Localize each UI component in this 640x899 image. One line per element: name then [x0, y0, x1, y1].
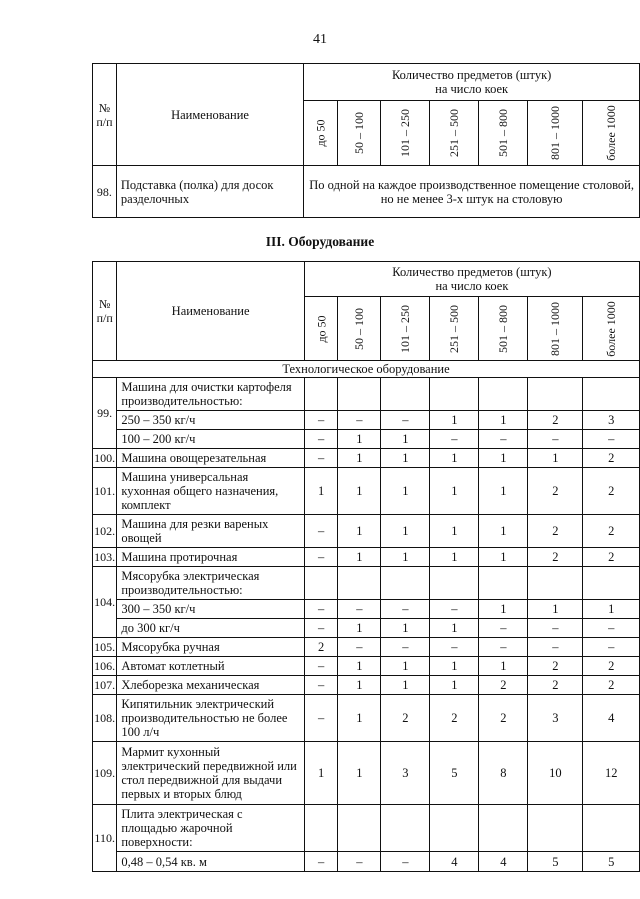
table-row [93, 378, 640, 411]
header-num-text: № п/п [96, 100, 113, 129]
table-cell: 5 [583, 852, 640, 872]
range-label: 50 – 100 [352, 307, 367, 350]
table-cell-empty [304, 567, 338, 600]
table-cell: 1 [479, 515, 528, 548]
row-num: 101. [93, 468, 117, 515]
table-cell: 2 [430, 695, 479, 742]
table-cell: – [338, 852, 381, 872]
table-cell: – [528, 638, 583, 657]
row-num: 104. [93, 567, 117, 638]
table-cell: 2 [528, 468, 583, 515]
table-cell: 1 [430, 411, 479, 430]
subrow-name: 250 – 350 кг/ч [117, 411, 305, 430]
row-name: Мясорубка электрическая производительностью: [117, 567, 305, 600]
table-cell-empty [583, 567, 640, 600]
row-name: Кипятильник электрический производительностью не более 100 л/ч [117, 695, 305, 742]
header-range [479, 101, 528, 166]
table-cell-empty [528, 567, 583, 600]
header-range [381, 101, 430, 166]
table-cell-empty [479, 378, 528, 411]
table-cell: – [304, 852, 338, 872]
table-cell: 2 [479, 695, 528, 742]
table-cell: 1 [338, 742, 381, 805]
table-row [93, 695, 640, 742]
table-cell: – [304, 411, 338, 430]
table-subrow [93, 600, 640, 619]
table-cell: 1 [430, 657, 479, 676]
table-cell: 1 [338, 619, 381, 638]
row-name: Машина для резки вареных овощей [117, 515, 305, 548]
table-cell: 1 [381, 449, 430, 468]
table-cell: – [430, 430, 479, 449]
range-label: 251 – 500 [447, 304, 462, 353]
table-row [93, 676, 640, 695]
table-subrow [93, 619, 640, 638]
range-label: 801 – 1000 [548, 301, 563, 356]
table-cell: 4 [479, 852, 528, 872]
table-cell: – [304, 695, 338, 742]
row-num: 109. [93, 742, 117, 805]
table-cell: 12 [583, 742, 640, 805]
table-cell: 2 [528, 548, 583, 567]
table-cell: – [381, 600, 430, 619]
row-num: 110. [93, 805, 117, 872]
table-cell: 2 [479, 676, 528, 695]
table-cell: 2 [381, 695, 430, 742]
row-name: Машина универсальная кухонная общего назначения, комплект [117, 468, 305, 515]
table-cell: 1 [338, 430, 381, 449]
table-cell: – [479, 619, 528, 638]
range-label: 50 – 100 [352, 112, 367, 154]
page-number: 41 [313, 32, 327, 47]
subrow-name: до 300 кг/ч [117, 619, 305, 638]
table-cell-empty [338, 567, 381, 600]
range-label: 251 – 500 [447, 109, 462, 157]
table-row [93, 515, 640, 548]
header-range [479, 297, 528, 361]
table-cell: 2 [583, 676, 640, 695]
table-cell-empty [381, 567, 430, 600]
row-num: 105. [93, 638, 117, 657]
row-name: Мармит кухонный электрический передвижной или стол передвижной для выдачи первых и вторых блюд [117, 742, 305, 805]
table-cell: – [338, 600, 381, 619]
table-cell: – [381, 852, 430, 872]
table-row [93, 548, 640, 567]
table-utensils [92, 63, 640, 218]
table-row [93, 638, 640, 657]
range-label: более 1000 [604, 300, 619, 357]
row-name: Автомат котлетный [117, 657, 305, 676]
table-row [93, 567, 640, 600]
subrow-name: 100 – 200 кг/ч [117, 430, 305, 449]
row-num: 98. [93, 166, 117, 218]
header-num [93, 64, 117, 166]
table-cell: – [304, 515, 338, 548]
table-cell: – [338, 638, 381, 657]
table-cell: 3 [583, 411, 640, 430]
header-num [93, 262, 117, 361]
row-name: Машина для очистки картофеля производительностью: [117, 378, 305, 411]
table-cell: 1 [479, 411, 528, 430]
table-cell: 1 [338, 515, 381, 548]
header-range [528, 297, 583, 361]
table-cell-empty [304, 378, 338, 411]
table-cell-empty [583, 805, 640, 852]
row-num: 99. [93, 378, 117, 449]
range-label: 501 – 800 [496, 304, 511, 353]
row-name: Подставка (полка) для досок разделочных [116, 166, 303, 218]
table-cell: 1 [381, 676, 430, 695]
table-cell: 1 [430, 676, 479, 695]
table-cell: 2 [528, 676, 583, 695]
header-range [430, 297, 479, 361]
table-subrow [93, 430, 640, 449]
range-label: 101 – 250 [398, 304, 413, 353]
table-cell-empty [430, 805, 479, 852]
row-note: По одной на каждое производственное помещение столовой, но не менее 3-х штук на столовую [304, 166, 640, 218]
header-num-text: № п/п [96, 297, 113, 325]
row-name: Машина овощерезательная [117, 449, 305, 468]
table-equipment [92, 261, 640, 872]
row-num: 106. [93, 657, 117, 676]
table-cell: 1 [338, 657, 381, 676]
row-num: 108. [93, 695, 117, 742]
header-range [338, 101, 381, 166]
table-cell: 3 [381, 742, 430, 805]
table-cell: 1 [381, 468, 430, 515]
table-cell-empty [583, 378, 640, 411]
table-cell: 5 [430, 742, 479, 805]
table-cell: 1 [338, 695, 381, 742]
table-cell: – [479, 430, 528, 449]
table-row [93, 742, 640, 805]
range-label: 501 – 800 [496, 109, 511, 157]
table-cell: – [528, 430, 583, 449]
table-cell: 2 [528, 411, 583, 430]
row-name: Машина протирочная [117, 548, 305, 567]
subrow-name: 0,48 – 0,54 кв. м [117, 852, 305, 872]
row-name: Мясорубка ручная [117, 638, 305, 657]
header-qty-text: Количество предметов (штук) на число коек [392, 265, 552, 293]
table-cell: – [304, 449, 338, 468]
table-cell: – [304, 430, 338, 449]
table-cell: 1 [479, 600, 528, 619]
table-cell: 2 [583, 515, 640, 548]
table-cell: 1 [304, 468, 338, 515]
table-cell: – [338, 411, 381, 430]
header-qty-title [304, 262, 639, 297]
table-cell: 1 [338, 676, 381, 695]
row-num: 103. [93, 548, 117, 567]
table-cell: 1 [479, 657, 528, 676]
table-cell-empty [528, 805, 583, 852]
table-row [93, 805, 640, 852]
table-cell: 1 [583, 600, 640, 619]
table-cell-empty [430, 567, 479, 600]
table-cell-empty [430, 378, 479, 411]
table-cell-empty [304, 805, 338, 852]
table-cell: 1 [430, 548, 479, 567]
table-cell: 1 [381, 657, 430, 676]
row-num: 102. [93, 515, 117, 548]
table-cell: 8 [479, 742, 528, 805]
range-label: 801 – 1000 [548, 106, 563, 160]
table-cell: 1 [304, 742, 338, 805]
table-cell: 1 [430, 515, 479, 548]
table-cell: 1 [338, 449, 381, 468]
table-cell: 1 [381, 515, 430, 548]
table-subrow [93, 852, 640, 872]
header-range [304, 101, 338, 166]
table-cell: 1 [430, 449, 479, 468]
table-cell: 2 [528, 657, 583, 676]
table-cell: 1 [479, 449, 528, 468]
table-cell: – [304, 600, 338, 619]
table-cell: – [381, 638, 430, 657]
header-name: Наименование [116, 64, 303, 166]
table-cell: 2 [304, 638, 338, 657]
table-cell: 4 [583, 695, 640, 742]
table-row [93, 657, 640, 676]
header-range [381, 297, 430, 361]
table-cell-empty [528, 378, 583, 411]
table-cell: 10 [528, 742, 583, 805]
table-cell: 1 [381, 430, 430, 449]
group-title: Технологическое оборудование [93, 361, 640, 378]
table-row [93, 449, 640, 468]
table-cell: 2 [583, 468, 640, 515]
table-cell: 1 [430, 468, 479, 515]
table-cell-empty [381, 378, 430, 411]
header-qty-title [304, 64, 640, 101]
table-cell-empty [479, 567, 528, 600]
table-cell: 1 [528, 449, 583, 468]
table-cell: 1 [381, 548, 430, 567]
section-title: III. Оборудование [265, 234, 375, 249]
subrow-name: 300 – 350 кг/ч [117, 600, 305, 619]
table-cell: – [381, 411, 430, 430]
table-cell: – [583, 638, 640, 657]
header-range [528, 101, 583, 166]
table-cell: – [304, 619, 338, 638]
table-cell-empty [479, 805, 528, 852]
header-name: Наименование [117, 262, 305, 361]
table-cell: 1 [430, 619, 479, 638]
table-cell: – [430, 638, 479, 657]
range-label: до 50 [314, 314, 329, 343]
table-cell: 1 [338, 468, 381, 515]
range-label: до 50 [313, 119, 328, 147]
table-cell: – [430, 600, 479, 619]
table-cell-empty [338, 805, 381, 852]
table-subrow [93, 411, 640, 430]
table-cell: 2 [528, 515, 583, 548]
table-cell-empty [381, 805, 430, 852]
table-cell: 2 [583, 449, 640, 468]
table-cell: 1 [479, 468, 528, 515]
range-label: 101 – 250 [398, 109, 413, 157]
table-body [93, 378, 640, 872]
header-range [583, 101, 640, 166]
table-cell: 1 [338, 548, 381, 567]
table-cell: 1 [381, 619, 430, 638]
row-name: Плита электрическая с площадью жарочной поверхности: [117, 805, 305, 852]
header-qty-text: Количество предметов (штук) на число коек [391, 68, 552, 96]
row-num: 100. [93, 449, 117, 468]
table-cell: – [304, 548, 338, 567]
table-cell-empty [338, 378, 381, 411]
table-cell: 2 [583, 548, 640, 567]
table-cell: – [479, 638, 528, 657]
row-num: 107. [93, 676, 117, 695]
header-range [338, 297, 381, 361]
table-cell: 4 [430, 852, 479, 872]
table-cell: 1 [528, 600, 583, 619]
row-name: Хлеборезка механическая [117, 676, 305, 695]
table-cell: – [583, 619, 640, 638]
header-range [583, 297, 640, 361]
table-cell: – [304, 676, 338, 695]
table-cell: 5 [528, 852, 583, 872]
table-cell: – [528, 619, 583, 638]
range-label: более 1000 [604, 105, 619, 161]
table-row [93, 468, 640, 515]
table-cell: – [583, 430, 640, 449]
table-cell: 3 [528, 695, 583, 742]
header-range [304, 297, 338, 361]
table-cell: 2 [583, 657, 640, 676]
table-cell: – [304, 657, 338, 676]
header-range [430, 101, 479, 166]
table-cell: 1 [479, 548, 528, 567]
